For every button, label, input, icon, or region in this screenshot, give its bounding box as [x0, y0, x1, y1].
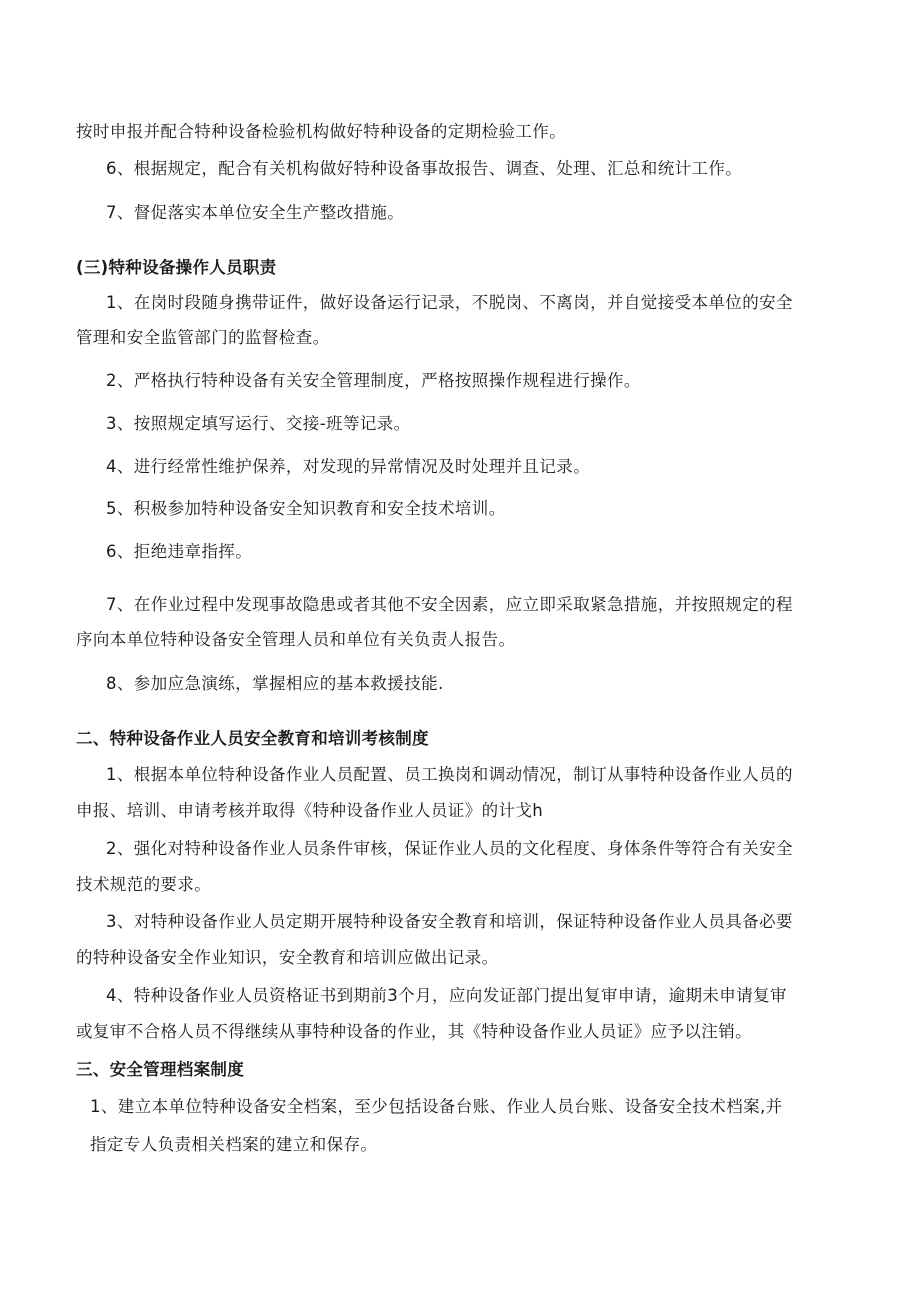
- section-heading: 三、安全管理档案制度: [76, 1060, 244, 1079]
- text-line: 或复审不合格人员不得继续从事特种设备的作业，其《特种设备作业人员证》应予以注销。: [76, 1022, 752, 1041]
- text-line: 的特种设备安全作业知识，安全教育和培训应做出记录。: [76, 948, 499, 967]
- text-line: 3、对特种设备作业人员定期开展特种设备安全教育和培训，保证特种设备作业人员具备必要: [106, 912, 793, 931]
- text-line: 7、督促落实本单位安全生产整改措施。: [106, 203, 405, 222]
- text-line: 申报、培训、申请考核并取得《特种设备作业人员证》的计戈h: [76, 801, 544, 820]
- text-line: 8、参加应急演练，掌握相应的基本救援技能.: [106, 674, 444, 693]
- text-line: 指定专人负责相关档案的建立和保存。: [90, 1135, 378, 1154]
- text-line: 1、根据本单位特种设备作业人员配置、员工换岗和调动情况，制订从事特种设备作业人员的: [106, 765, 793, 784]
- text-line: 序向本单位特种设备安全管理人员和单位有关负责人报告。: [76, 630, 516, 649]
- text-line: 4、进行经常性维护保养，对发现的异常情况及时处理并且记录。: [106, 457, 591, 476]
- text-line: 管理和安全监管部门的监督检查。: [76, 328, 330, 347]
- section-heading: 二、特种设备作业人员安全教育和培训考核制度: [76, 729, 429, 748]
- text-line: 1、在岗时段随身携带证件，做好设备运行记录，不脱岗、不离岗，并自觉接受本单位的安全: [106, 293, 793, 312]
- text-line: 4、特种设备作业人员资格证书到期前3个月，应向发证部门提出复审申请，逾期未申请复审: [106, 986, 787, 1005]
- text-line: 技术规范的要求。: [76, 875, 212, 894]
- text-line: 6、根据规定，配合有关机构做好特种设备事故报告、调查、处理、汇总和统计工作。: [106, 159, 743, 178]
- text-line: 按时申报并配合特种设备检验机构做好特种设备的定期检验工作。: [76, 122, 567, 141]
- text-line: 3、按照规定填写运行、交接-班等记录。: [106, 414, 411, 433]
- text-line: 7、在作业过程中发现事故隐患或者其他不安全因素，应立即采取紧急措施，并按照规定的程: [106, 595, 793, 614]
- section-heading: (三)特种设备操作人员职责: [76, 258, 277, 277]
- text-line: 5、积极参加特种设备安全知识教育和安全技术培训。: [106, 499, 506, 518]
- text-line: 2、强化对特种设备作业人员条件审核，保证作业人员的文化程度、身体条件等符合有关安全: [106, 839, 793, 858]
- text-line: 6、拒绝违章指挥。: [106, 542, 253, 561]
- text-line: 1、建立本单位特种设备安全档案，至少包括设备台账、作业人员台账、设备安全技术档案,并: [90, 1097, 783, 1116]
- text-line: 2、严格执行特种设备有关安全管理制度，严格按照操作规程进行操作。: [106, 371, 641, 390]
